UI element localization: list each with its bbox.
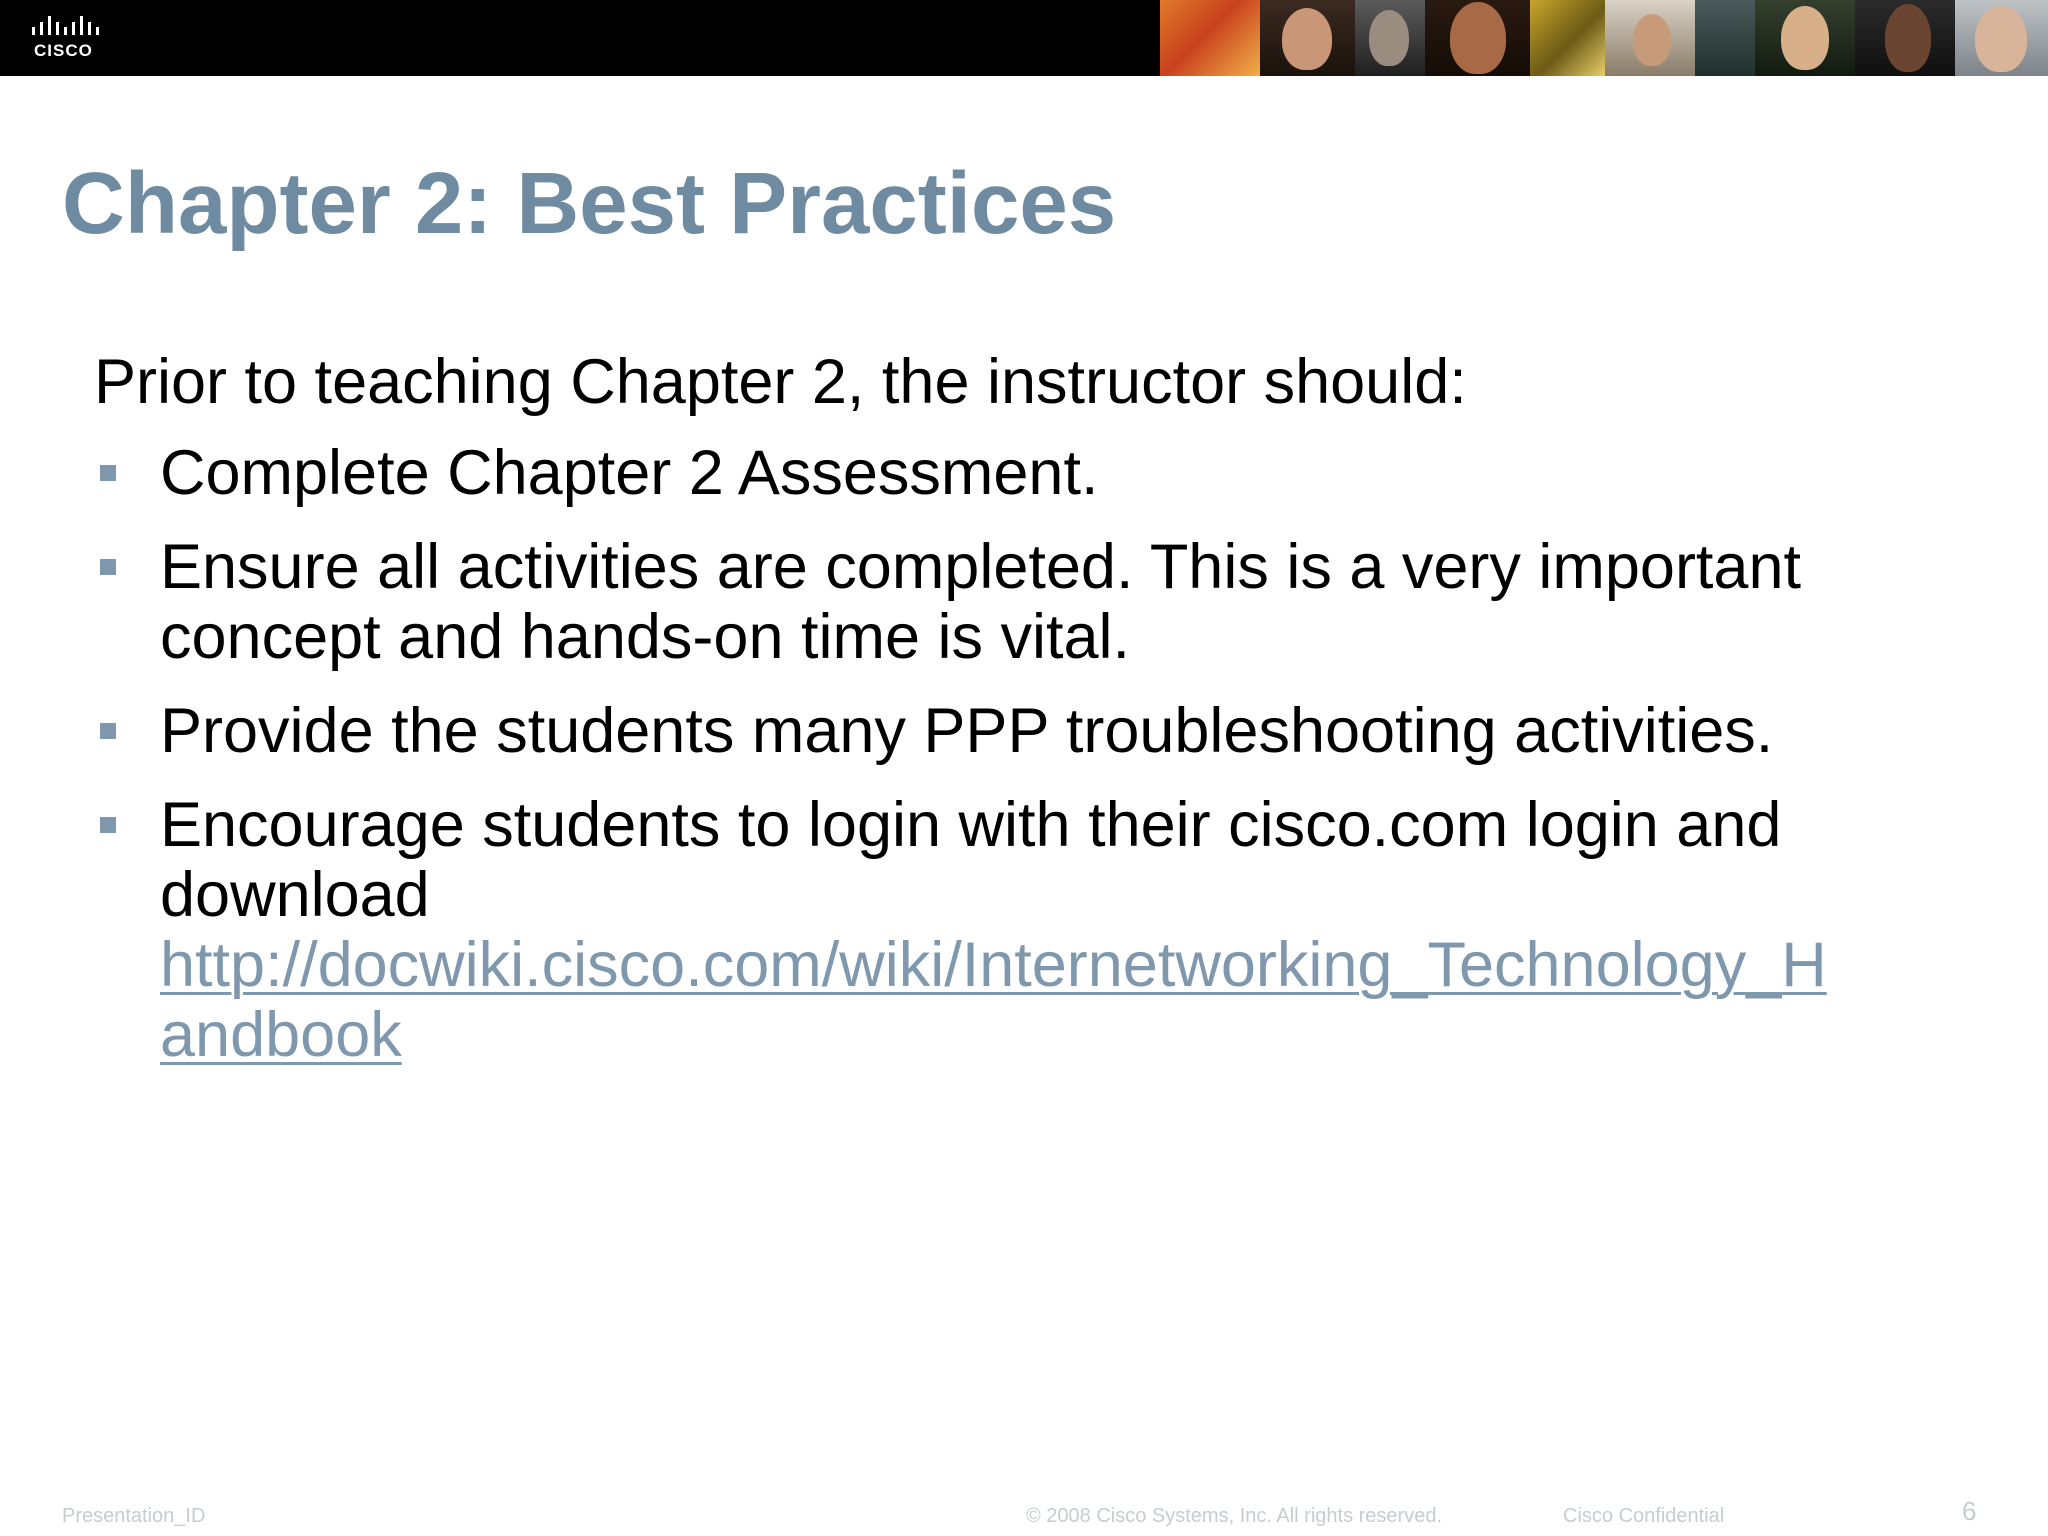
square-bullet-icon: [100, 465, 116, 481]
handbook-link[interactable]: [160, 930, 1994, 1070]
bullet-item: [94, 790, 1994, 1070]
bullet-text: Complete Chapter 2 Assessment.: [160, 438, 1099, 508]
cisco-bars-icon: [30, 14, 114, 40]
footer-presentation-id: Presentation_ID: [62, 1505, 206, 1527]
square-bullet-icon: [100, 559, 116, 575]
square-bullet-icon: [100, 817, 116, 833]
photo-tile: [1695, 0, 1755, 76]
bullet-item: [94, 438, 1994, 508]
bullet-text: Ensure all activities are completed. This is a very important: [160, 532, 1802, 602]
photo-tile: [1855, 0, 1955, 76]
header-photo-strip: [1160, 0, 2048, 76]
intro-text: Prior to teaching Chapter 2, the instructor should:: [94, 347, 1467, 417]
header-bar: [0, 0, 2048, 76]
bullet-text: Provide the students many PPP troubleshooting activities.: [160, 696, 1774, 766]
handbook-link-text[interactable]: http://docwiki.cisco.com/wiki/Internetworking_Technology_H: [160, 930, 1827, 1000]
bullet-text: concept and hands-on time is vital.: [160, 602, 1131, 672]
footer-confidential: Cisco Confidential: [1563, 1505, 1725, 1527]
bullet-list: [94, 438, 1994, 1070]
photo-tile: [1425, 0, 1530, 76]
square-bullet-icon: [100, 723, 116, 739]
cisco-logo: [30, 14, 120, 62]
photo-tile: [1355, 0, 1425, 76]
photo-tile: [1160, 0, 1260, 76]
photo-tile: [1605, 0, 1695, 76]
handbook-link-text[interactable]: andbook: [160, 1000, 402, 1070]
photo-tile: [1260, 0, 1355, 76]
bullet-text: Encourage students to login with their cisco.com login and: [160, 790, 1782, 860]
photo-tile: [1530, 0, 1605, 76]
footer-copyright: © 2008 Cisco Systems, Inc. All rights reserved.: [1026, 1505, 1443, 1527]
slide-body: [94, 346, 1994, 1094]
page-number: 6: [1962, 1496, 1977, 1526]
slide-title: Chapter 2: Best Practices: [62, 155, 1117, 252]
photo-tile: [1955, 0, 2048, 76]
cisco-logo-text: CISCO: [34, 41, 93, 60]
bullet-item: [94, 696, 1994, 766]
bullet-text: download: [160, 860, 430, 930]
bullet-item: [94, 532, 1994, 672]
photo-tile: [1755, 0, 1855, 76]
